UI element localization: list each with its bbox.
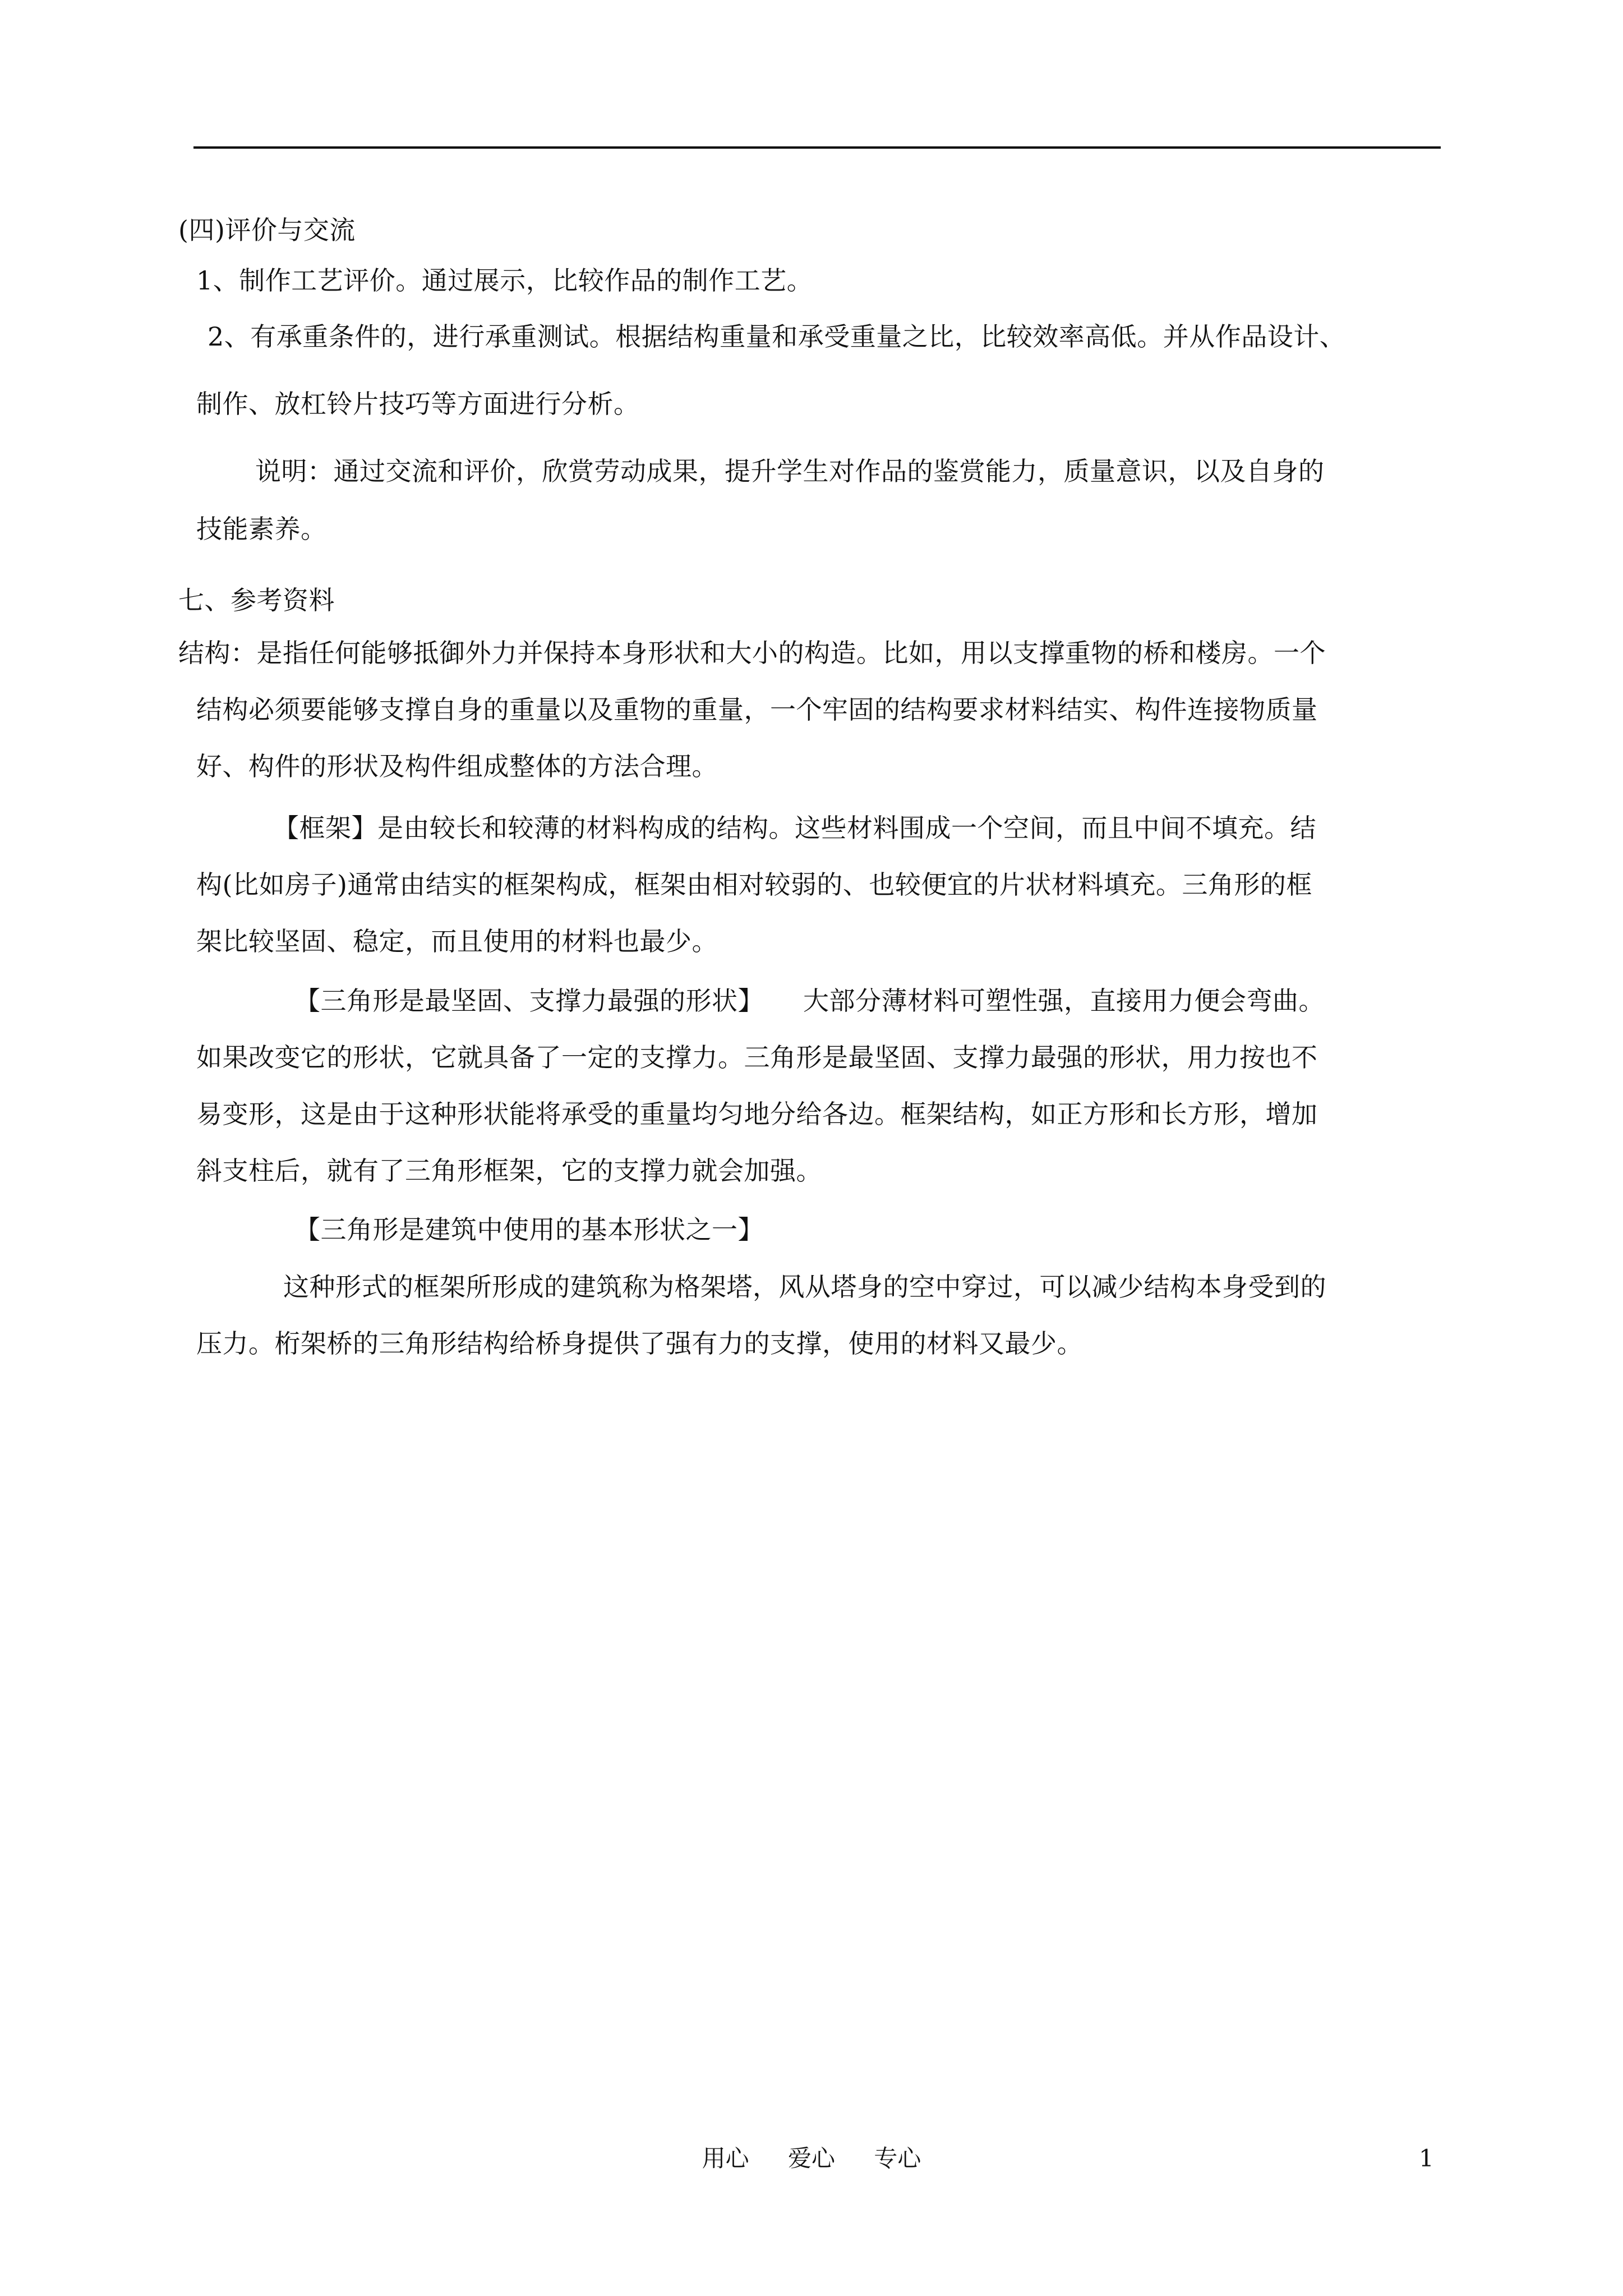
- eval-note-line-2: 技能素养。: [196, 514, 327, 544]
- basic-shape-heading: 【三角形是建筑中使用的基本形状之一】: [294, 1214, 764, 1245]
- footer-motto: [0, 2143, 1623, 2174]
- structure-definition-line-1: 结构：是指任何能够抵御外力并保持本身形状和大小的构造。比如，用以支撑重物的桥和楼房。一个: [178, 638, 1326, 668]
- eval-item-2-line-1: 2、有承重条件的，进行承重测试。根据结构重量和承受重量之比，比较效率高低。并从作品设计、: [208, 321, 1346, 352]
- page-number: 1: [1419, 2145, 1434, 2172]
- triangle-paragraph-line-2: 如果改变它的形状，它就具备了一定的支撑力。三角形是最坚固、支撑力最强的形状，用力按也不: [196, 1042, 1318, 1073]
- footer-word-1: 用心: [702, 2145, 749, 2172]
- eval-item-1: 1、制作工艺评价。通过展示，比较作品的制作工艺。: [196, 265, 813, 296]
- basic-shape-line-1: 这种形式的框架所形成的建筑称为格架塔，风从塔身的空中穿过，可以减少结构本身受到的: [283, 1272, 1326, 1302]
- frame-paragraph-line-2: 构(比如房子)通常由结实的框架构成，框架由相对较弱的、也较便宜的片状材料填充。三角形的框: [196, 869, 1312, 900]
- structure-definition-line-3: 好、构件的形状及构件组成整体的方法合理。: [196, 751, 718, 781]
- triangle-paragraph-line-4: 斜支柱后，就有了三角形框架，它的支撑力就会加强。: [196, 1156, 822, 1186]
- triangle-paragraph-line-3: 易变形，这是由于这种形状能将承受的重量均匀地分给各边。框架结构，如正方形和长方形，增加: [196, 1099, 1318, 1129]
- structure-definition-line-2: 结构必须要能够支撑自身的重量以及重物的重量，一个牢固的结构要求材料结实、构件连接物质量: [196, 694, 1318, 725]
- section-heading-references: 七、参考资料: [178, 585, 335, 615]
- frame-paragraph-line-1: 【框架】是由较长和较薄的材料构成的结构。这些材料围成一个空间，而且中间不填充。结: [273, 813, 1316, 843]
- frame-paragraph-line-3: 架比较坚固、稳定，而且使用的材料也最少。: [196, 926, 718, 956]
- footer-word-2: 爱心: [787, 2145, 835, 2172]
- section-heading-evaluation: (四)评价与交流: [178, 215, 356, 245]
- basic-shape-line-2: 压力。桁架桥的三角形结构给桥身提供了强有力的支撑，使用的材料又最少。: [196, 1328, 1083, 1359]
- eval-note-line-1: 说明：通过交流和评价，欣赏劳动成果，提升学生对作品的鉴赏能力，质量意识，以及自身的: [255, 456, 1325, 486]
- eval-item-2-line-2: 制作、放杠铃片技巧等方面进行分析。: [196, 389, 640, 419]
- header-rule: [193, 146, 1441, 149]
- footer-word-3: 专心: [874, 2145, 921, 2172]
- triangle-paragraph-line-1: 【三角形是最坚固、支撑力最强的形状】 大部分薄材料可塑性强，直接用力便会弯曲。: [294, 986, 1325, 1016]
